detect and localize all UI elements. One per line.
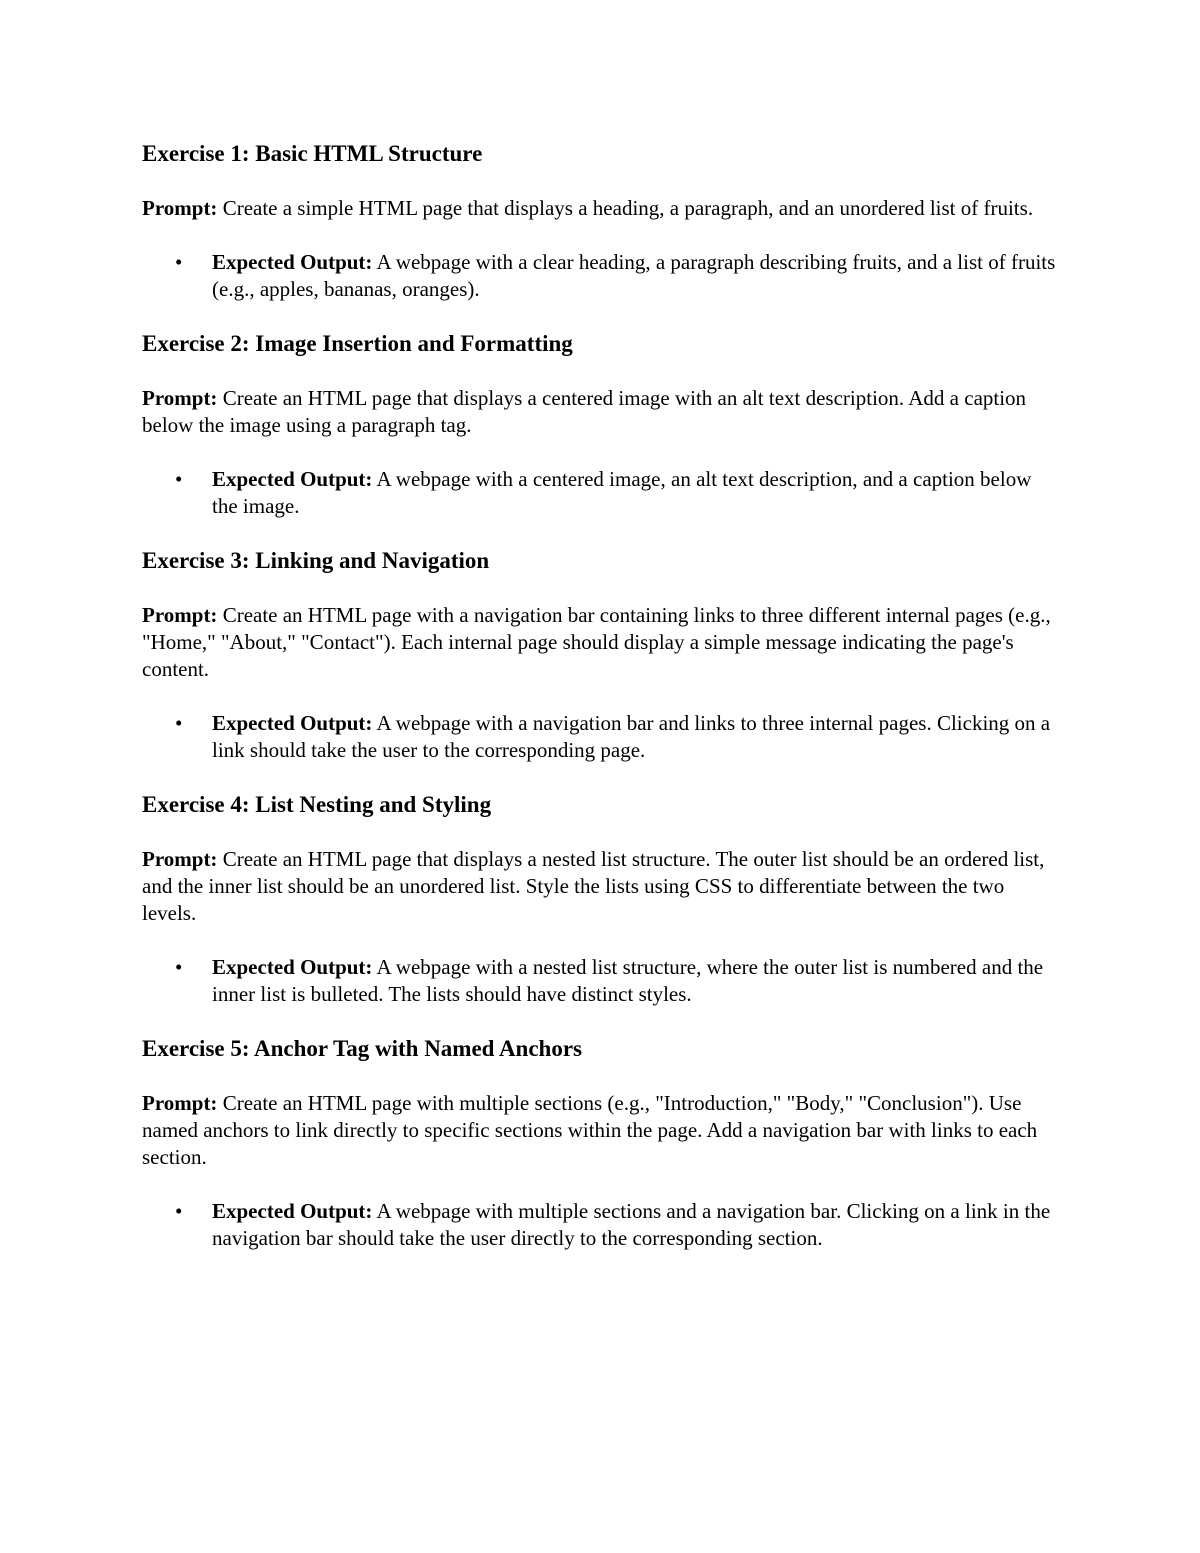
- expected-output-text: A webpage with a centered image, an alt text description, and a caption below the image.: [212, 467, 1032, 518]
- prompt-label: Prompt:: [142, 386, 218, 410]
- prompt-text: Create an HTML page that displays a centered image with an alt text description. Add a caption below the image using a paragraph tag.: [142, 386, 1027, 437]
- expected-output-label: Expected Output:: [212, 467, 373, 491]
- expected-output-label: Expected Output:: [212, 955, 373, 979]
- expected-output-label: Expected Output:: [212, 1199, 373, 1223]
- expected-output-list: [142, 954, 1062, 1008]
- exercise-5: [142, 1035, 1062, 1252]
- expected-output-label: Expected Output:: [212, 711, 373, 735]
- bullet-icon: •: [175, 955, 183, 979]
- expected-output-list: [142, 1198, 1062, 1252]
- expected-output-item: [142, 954, 1062, 1008]
- expected-output-list: [142, 710, 1062, 764]
- prompt-label: Prompt:: [142, 1091, 218, 1115]
- prompt-text: Create an HTML page with a navigation bar containing links to three different internal pages (e.g., "Home," "About," "Contact"). Each internal page should display a simple message indicating the page's content.: [142, 603, 1051, 681]
- expected-output-list: [142, 466, 1062, 520]
- expected-output-text: A webpage with a clear heading, a paragraph describing fruits, and a list of fruits (e.g., apples, bananas, oranges).: [212, 250, 1056, 301]
- bullet-icon: •: [175, 1199, 183, 1223]
- bullet-icon: •: [175, 250, 183, 274]
- exercise-2: [142, 330, 1062, 520]
- exercise-4: [142, 791, 1062, 1008]
- exercise-title: Exercise 4: List Nesting and Styling: [142, 792, 492, 817]
- prompt-text: Create an HTML page with multiple sections (e.g., "Introduction," "Body," "Conclusion"). Use named anchors to link directly to specific sections within the page. Add a navigation bar with links to each section.: [142, 1091, 1038, 1169]
- exercise-prompt: [142, 846, 1062, 927]
- exercise-title: Exercise 5: Anchor Tag with Named Anchors: [142, 1036, 583, 1061]
- exercise-title: Exercise 1: Basic HTML Structure: [142, 141, 483, 166]
- prompt-label: Prompt:: [142, 847, 218, 871]
- expected-output-text: A webpage with multiple sections and a navigation bar. Clicking on a link in the navigation bar should take the user directly to the corresponding section.: [212, 1199, 1051, 1250]
- prompt-text: Create a simple HTML page that displays a heading, a paragraph, and an unordered list of fruits.: [222, 196, 1034, 220]
- bullet-icon: •: [175, 467, 183, 491]
- exercise-3: [142, 547, 1062, 764]
- expected-output-text: A webpage with a nested list structure, where the outer list is numbered and the inner list is bulleted. The lists should have distinct styles.: [212, 955, 1044, 1006]
- expected-output-list: [142, 249, 1062, 303]
- expected-output-text: A webpage with a navigation bar and links to three internal pages. Clicking on a link should take the user to the corresponding page.: [212, 711, 1051, 762]
- prompt-label: Prompt:: [142, 196, 218, 220]
- expected-output-item: [142, 466, 1062, 520]
- expected-output-item: [142, 249, 1062, 303]
- expected-output-item: [142, 1198, 1062, 1252]
- exercise-prompt: [142, 1090, 1062, 1171]
- prompt-label: Prompt:: [142, 603, 218, 627]
- exercise-title: Exercise 2: Image Insertion and Formatting: [142, 331, 573, 356]
- expected-output-item: [142, 710, 1062, 764]
- exercise-title: Exercise 3: Linking and Navigation: [142, 548, 490, 573]
- prompt-text: Create an HTML page that displays a nested list structure. The outer list should be an ordered list, and the inner list should be an unordered list. Style the lists using CSS to differentiate between the two levels.: [142, 847, 1045, 925]
- bullet-icon: •: [175, 711, 183, 735]
- exercise-prompt: [142, 195, 1062, 222]
- exercise-1: [142, 140, 1062, 303]
- exercise-prompt: [142, 385, 1062, 439]
- document-page: [142, 140, 1062, 1279]
- exercise-prompt: [142, 602, 1062, 683]
- expected-output-label: Expected Output:: [212, 250, 373, 274]
